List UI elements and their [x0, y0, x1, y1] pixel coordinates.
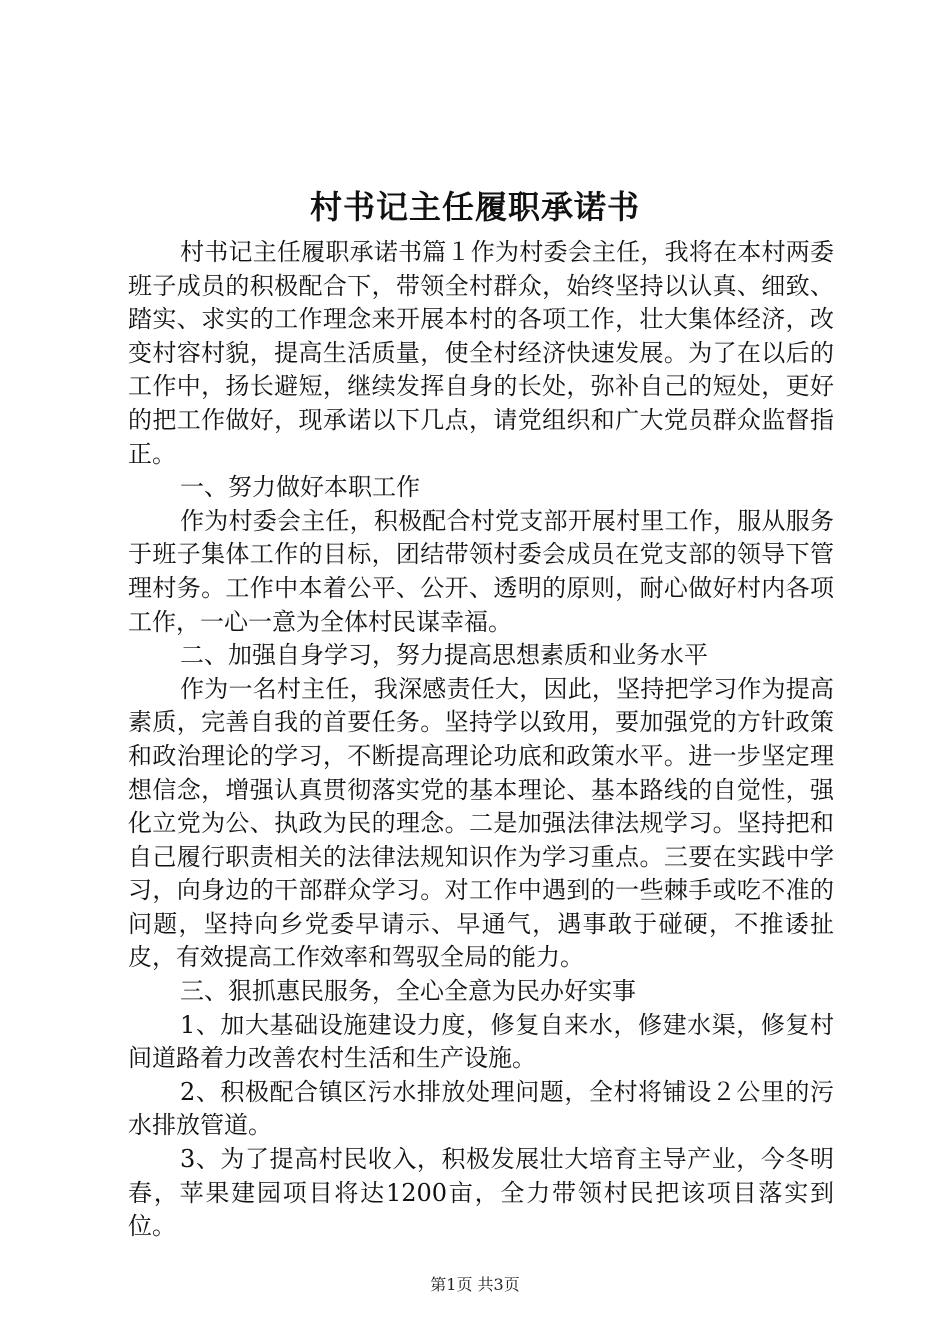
list-item-1: 1、加大基础设施建设力度，修复自来水，修建水渠，修复村间道路着力改善农村生活和生产设施。 — [128, 1010, 834, 1073]
paragraph-section-1: 作为村委会主任，积极配合村党支部开展村里工作，服从服务于班子集体工作的目标，团结带领村委会成员在党支部的领导下管理村务。工作中本着公平、公开、透明的原则，耐心做好村内各项工作，一心一意为全体村民谋幸福。 — [128, 506, 834, 636]
section-heading-3: 三、狠抓惠民服务，全心全意为民办好实事 — [180, 977, 636, 1006]
section-heading-2: 二、加强自身学习，努力提高思想素质和业务水平 — [180, 641, 708, 670]
document-body — [128, 236, 834, 1244]
list-item-2: 2、积极配合镇区污水排放处理问题，全村将铺设２公里的污水排放管道。 — [128, 1077, 834, 1140]
document-title: 村书记主任履职承诺书 — [309, 188, 640, 226]
page-number-footer: 第1页 共3页 — [430, 1275, 520, 1294]
paragraph-intro: 村书记主任履职承诺书篇１作为村委会主任，我将在本村两委班子成员的积极配合下，带领全村群众，始终坚持以认真、细致、踏实、求实的工作理念来开展本村的各项工作，壮大集体经济，改变村容村貌，提高生活质量，使全村经济快速发展。为了在以后的工作中，扬长避短，继续发挥自身的长处，弥补自己的短处，更好的把工作做好，现承诺以下几点，请党组织和广大党员群众监督指正。 — [128, 238, 834, 468]
list-item-3: 3、为了提高村民收入，积极发展壮大培育主导产业，今冬明春，苹果建园项目将达1200亩，全力带领村民把该项目落实到位。 — [128, 1145, 834, 1241]
paragraph-section-2: 作为一名村主任，我深感责任大，因此，坚持把学习作为提高素质，完善自我的首要任务。坚持学以致用，要加强党的方针政策和政治理论的学习，不断提高理论功底和政策水平。进一步坚定理想信念，增强认真贯彻落实党的基本理论、基本路线的自觉性，强化立党为公、执政为民的理念。二是加强法律法规学习。坚持把和自己履行职责相关的法律法规知识作为学习重点。三要在实践中学习，向身边的干部群众学习。对工作中遇到的一些棘手或吃不准的问题，坚持向乡党委早请示、早通气，遇事敢于碰硬，不推诿扯皮，有效提高工作效率和驾驭全局的能力。 — [128, 674, 834, 972]
section-heading-1: 一、努力做好本职工作 — [180, 473, 420, 502]
